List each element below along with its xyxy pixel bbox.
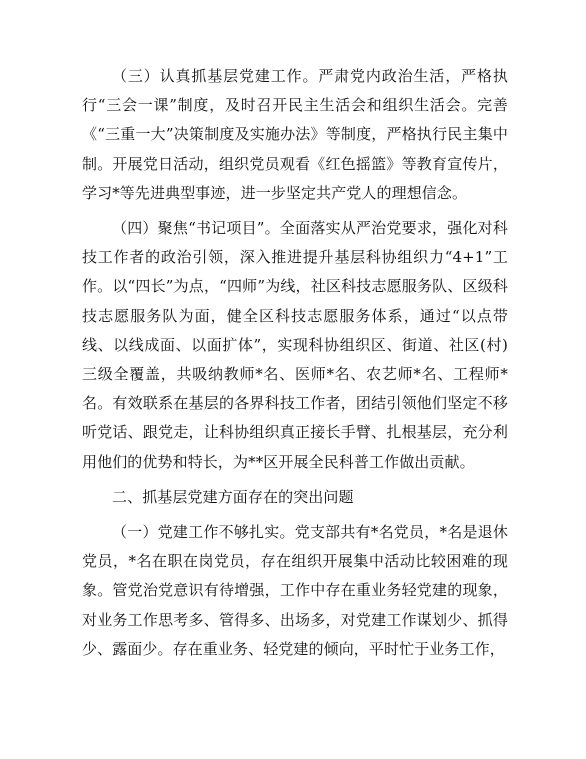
paragraph-problems-detail: （一）党建工作不够扎实。党支部共有*名党员，*名是退休党员，*名在职在岗党员，存在组织开展集中活动比较困难的现象。管党治党意识有待增强，工作中存在重业务轻党建的现象，对业务工作思考多、管得多、出场多，对党建工作谋划少、抓得少、露面少。存在重业务、轻党建的倾向，平时忙于业务工作， — [82, 523, 508, 658]
section-heading-problems: 二、抓基层党建方面存在的突出问题 — [112, 487, 354, 506]
paragraph-party-building-work: （三）认真抓基层党建工作。严肃党内政治生活，严格执行“三会一课”制度，及时召开民主生活会和组织生活会。完善《“三重一大”决策制度及实施办法》等制度，严格执行民主集中制。开展党日活动，组织党员观看《红色摇篮》等教育宣传片，学习*等先进典型事迹，进一步坚定共产党人的理想信念。 — [82, 67, 508, 202]
paragraph-secretary-project: （四）聚焦“书记项目”。全面落实从严治党要求，强化对科技工作者的政治引领，深入推进提升基层科协组织力“4+1”工作。以“四长”为点，“四师”为线，社区科技志愿服务队、区级科技志愿服务队为面，健全区科技志愿服务体系，通过“以点带线、以线成面、以面扩体”，实现科协组织区、街道、社区(村)三级全覆盖，共吸纳教师*名、医师*名、农艺师*名、工程师*名。有效联系在基层的各界科技工作者，团结引领他们坚定不移听党话、跟党走，让科协组织真正接长手臂、扎根基层，充分利用他们的优势和特长，为**区开展全民科普工作做出贡献。 — [82, 219, 508, 471]
